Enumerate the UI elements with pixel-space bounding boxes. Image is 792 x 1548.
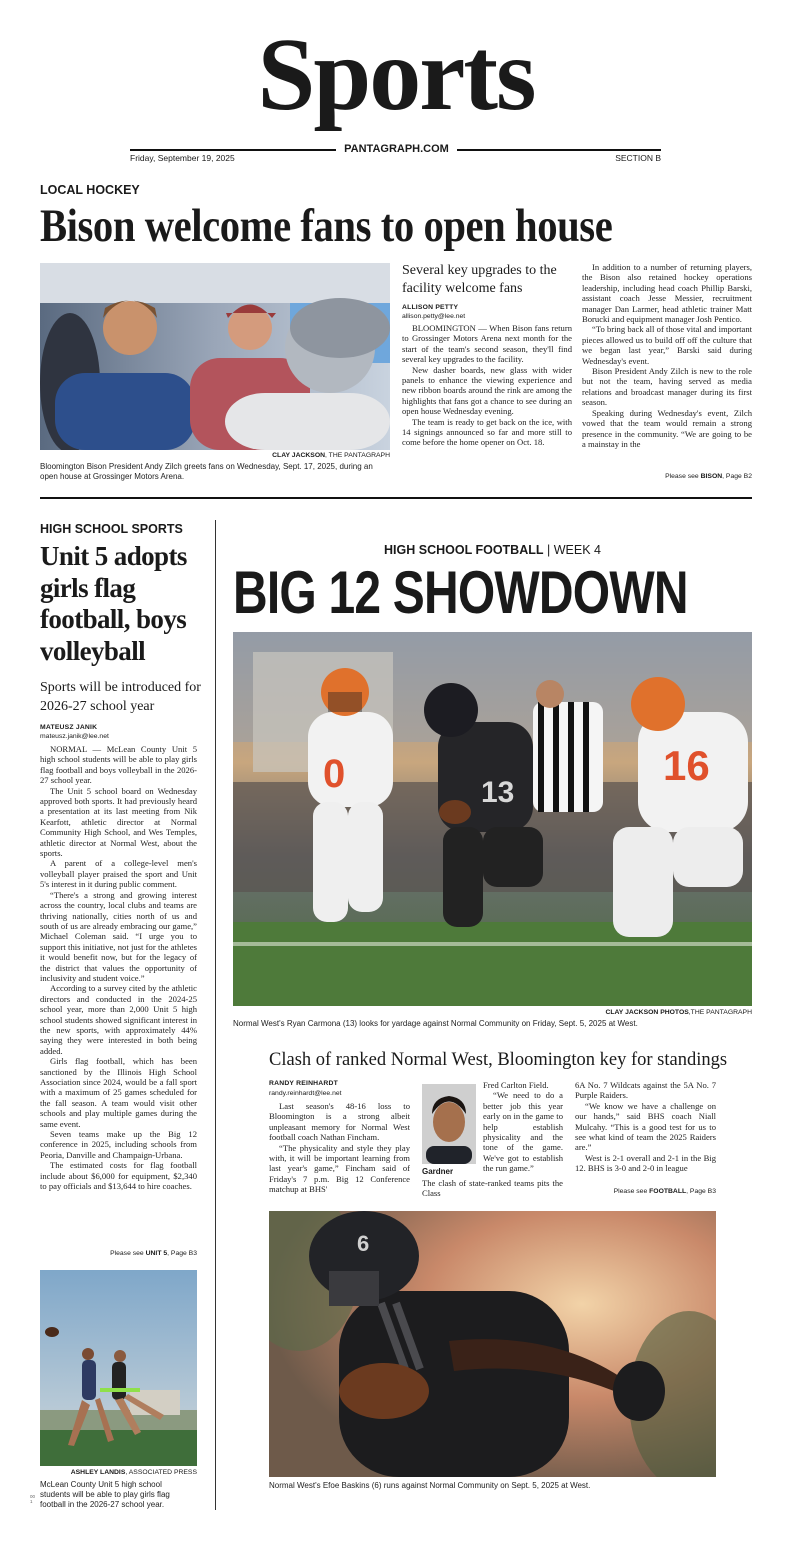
unit5-body-p5: According to a survey cited by the athletic directors and conducted in the 2024-25 school year, more than 2,000 Unit 5 high school students showed significant interest in the new sports, with approximately 44% saying they were interested in both being added. [40, 983, 197, 1056]
jersey-number-13: 13 [481, 776, 515, 809]
football-byline-name: RANDY REINHARDT [269, 1080, 338, 1087]
hockey-col1-p2: New dasher boards, new glass with wider panels to enhance the viewing experience and new ribbon boards around the rink are among the highlights that fans got a chance to see during an open house Wednesday evening. [402, 364, 572, 417]
football-jump-prefix: Please see [613, 1188, 650, 1195]
unit5-body-p4: “There's a strong and growing interest across the country, local clubs and teams are thriving nationally, cities north of us and south of us are already embracing our game,” Michael Coleman said. “I urge you to support this initiative, not just for the athletes it would benefit now, but for the legacy of the district that values the opportunity of inclusivity and student voice.” [40, 889, 197, 983]
section-divider [40, 497, 752, 499]
hockey-col1 [402, 323, 572, 448]
unit5-jump-word: UNIT 5 [145, 1250, 168, 1257]
football-kicker [233, 543, 752, 557]
football-col3 [575, 1080, 716, 1174]
flag-caption: McLean County Unit 5 high school students will be able to play girls flag football in the 2026-27 school year. [40, 1480, 170, 1509]
unit5-jump[interactable] [40, 1250, 197, 1257]
hockey-headline[interactable]: Bison welcome fans to open house [40, 200, 613, 252]
hockey-deck: Several key upgrades to the facility welcome fans [402, 263, 557, 296]
hockey-col2-p4: Speaking during Wednesday's event, Zilch vowed that the team would remain a strong presence in the community. “We are going to be a mainstay in the [582, 407, 752, 449]
unit5-body-p2: The Unit 5 school board on Wednesday approved both sports. It had previously heard a presentation at its last meeting from Nik Kearfott, athletic director at Normal Community High School, and Wes Temples, athletic director at Normal West, about the sports. [40, 785, 197, 859]
hockey-jump-prefix: Please see [665, 473, 701, 480]
football-col3-p2: “We know we have a challenge on our hands,” said BHS coach Niall Mulcahy. “This is a good test for us to see what kind of team the 2025 Raiders are.” [575, 1100, 716, 1153]
hockey-photo-credit [40, 452, 390, 459]
hockey-kicker: LOCAL HOCKEY [40, 183, 140, 197]
column-divider [215, 520, 216, 1510]
football-byline-email[interactable]: randy.reinhardt@lee.net [269, 1090, 342, 1097]
football-kicker-week: WEEK 4 [553, 543, 601, 557]
football-caption: Normal West's Ryan Carmona (13) looks for yardage against Normal Community on Friday, Sept. 5, 2025 at West. [233, 1019, 638, 1028]
unit5-body-p8: The estimated costs for flag football include about $6,000 for equipment, $2,340 to pay officials and $13,644 to hire coaches. [40, 1160, 197, 1192]
hockey-col2-p3: Bison President Andy Zilch is new to the role but not the team, having served as media relations and broadcast manager during its first season. [582, 366, 752, 408]
football-jump-word: FOOTBALL [649, 1188, 687, 1195]
unit5-jump-prefix: Please see [110, 1250, 146, 1257]
flag-credit-name: ASHLEY LANDIS [70, 1469, 126, 1476]
football-col1-p2: “The physicality and style they play with, it will be important learning from last year's game,” Fincham said of Friday's 7 p.m. Big 12 Conference matchup at BHS' [269, 1142, 410, 1195]
football-kicker-sep: | [543, 543, 554, 557]
unit5-body [40, 744, 197, 1191]
hockey-col2-p1: In addition to a number of returning players, the Bison also retained hockey operations leadership, including head coach Phillip Barski, assistant coach Jesse Messier, recruitment manager Dan Larmer, head athletic trainer Matt Borucki and equipment manager Josh Pentico. [582, 262, 752, 325]
football-photo-second [269, 1211, 716, 1477]
football-deck: Clash of ranked Normal West, Bloomington key for standings [269, 1050, 728, 1070]
hockey-byline-email[interactable]: allison.petty@lee.net [402, 313, 466, 320]
hockey-byline-name: ALLISON PETTY [402, 304, 459, 311]
football-col1 [269, 1101, 410, 1195]
football-col2-p1: Fred Carlton Field. [483, 1080, 549, 1090]
unit5-body-p7: Seven teams make up the Big 12 conference in 2025, including schools from Peoria, Danville and Champaign-Urbana. [40, 1129, 197, 1160]
unit5-byline-name: MATEUSZ JANIK [40, 724, 98, 731]
masthead-rule-right [457, 149, 661, 151]
gardner-mugshot [422, 1084, 476, 1164]
unit5-kicker: HIGH SCHOOL SPORTS [40, 522, 183, 536]
football-kicker-label: HIGH SCHOOL FOOTBALL [384, 543, 544, 557]
masthead-site[interactable]: PANTAGRAPH.COM [344, 143, 449, 155]
football-photo-main [233, 632, 752, 1006]
hockey-jump-word: BISON [700, 473, 723, 480]
margin-code: 00 1 [30, 1494, 36, 1504]
masthead-date: Friday, September 19, 2025 [130, 153, 235, 163]
hockey-jump[interactable] [582, 473, 752, 480]
flag-photo-credit [40, 1469, 197, 1476]
football-caption-second: Normal West's Efoe Baskins (6) runs against Normal Community on Sept. 5, 2025 at West. [269, 1481, 591, 1490]
jersey-number-16: 16 [663, 742, 710, 789]
unit5-body-p1: NORMAL — McLean County Unit 5 high school students will be able to play girls flag football and boys volleyball in the 2026-27 school year. [40, 744, 197, 786]
hockey-jump-page: , Page B2 [722, 473, 752, 480]
unit5-byline-email[interactable]: mateusz.janik@lee.net [40, 733, 109, 740]
football-credit-org: ,THE PANTAGRAPH [688, 1009, 752, 1016]
football-jump[interactable] [575, 1188, 716, 1195]
football-col3-p3: West is 2-1 overall and 2-1 in the Big 12. BHS is 3-0 and 2-0 in league [575, 1152, 716, 1174]
flag-football-photo [40, 1270, 197, 1466]
gardner-label: Gardner [422, 1167, 454, 1176]
jersey-number-0: 0 [323, 752, 346, 796]
hockey-credit-name: CLAY JACKSON [272, 452, 326, 459]
football-col2 [483, 1080, 563, 1174]
football-col1-p1: Last season's 48-16 loss to Bloomington is a strong albeit unpleasant memory for Normal West football coach Nathan Fincham. [269, 1101, 410, 1143]
hockey-col1-p1: BLOOMINGTON — When Bison fans return to Grossinger Motors Arena next month for the start of the team's second season, they'll find several key upgrades to the facility. [402, 323, 572, 365]
hockey-photo [40, 263, 390, 450]
jersey-number-6: 6 [357, 1231, 370, 1256]
masthead-title: Sports [257, 17, 535, 132]
unit5-body-p6: Girls flag football, which has been sanctioned by the Illinois High School Association since 2024, would be a fall sport with a maximum of 25 games scheduled for the fall season. A team would visit other schools and play multiple games during the same event. [40, 1056, 197, 1129]
unit5-headline[interactable]: Unit 5 adopts girls flag football, boys volleyball [40, 541, 187, 666]
hockey-col2-p2: “To bring back all of those vital and important pieces allowed us to build off off the culture that we began last year,” Barski said during Wednesday's event. [582, 324, 752, 366]
unit5-jump-page: , Page B3 [167, 1250, 197, 1257]
hockey-col2 [582, 262, 752, 449]
hockey-caption: Bloomington Bison President Andy Zilch greets fans on Wednesday, Sept. 17, 2025, during an open house at Grossinger Motors Arena. [40, 462, 373, 481]
football-headline[interactable]: BIG 12 SHOWDOWN [233, 559, 688, 626]
football-photo-credit [233, 1009, 752, 1016]
football-col2-p2: “We need to do a better job this year early on in the game to help establish physicality and the tone of the game. We've got to establish the run game.” [483, 1090, 563, 1174]
flag-credit-org: , ASSOCIATED PRESS [125, 1469, 197, 1476]
football-col2-end: The clash of state-ranked teams pits the Class [422, 1178, 563, 1199]
hockey-col1-p3: The team is ready to get back on the ice, with 14 signings announced so far and more still to come before the home opener on Oct. 18. [402, 416, 572, 448]
masthead-rule-left [130, 149, 336, 151]
hockey-credit-org: , THE PANTAGRAPH [325, 452, 390, 459]
unit5-body-p3: A parent of a college-level men's volleyball player praised the sport and Unit 5's interest in it during public comment. [40, 858, 197, 890]
football-jump-page: , Page B3 [686, 1188, 716, 1195]
football-col3-p1: 6A No. 7 Wildcats against the 5A No. 7 Purple Raiders. [575, 1080, 716, 1101]
football-credit-name: CLAY JACKSON PHOTOS [605, 1009, 689, 1016]
masthead-section: SECTION B [615, 153, 661, 163]
unit5-deck: Sports will be introduced for 2026-27 school year [40, 680, 201, 714]
